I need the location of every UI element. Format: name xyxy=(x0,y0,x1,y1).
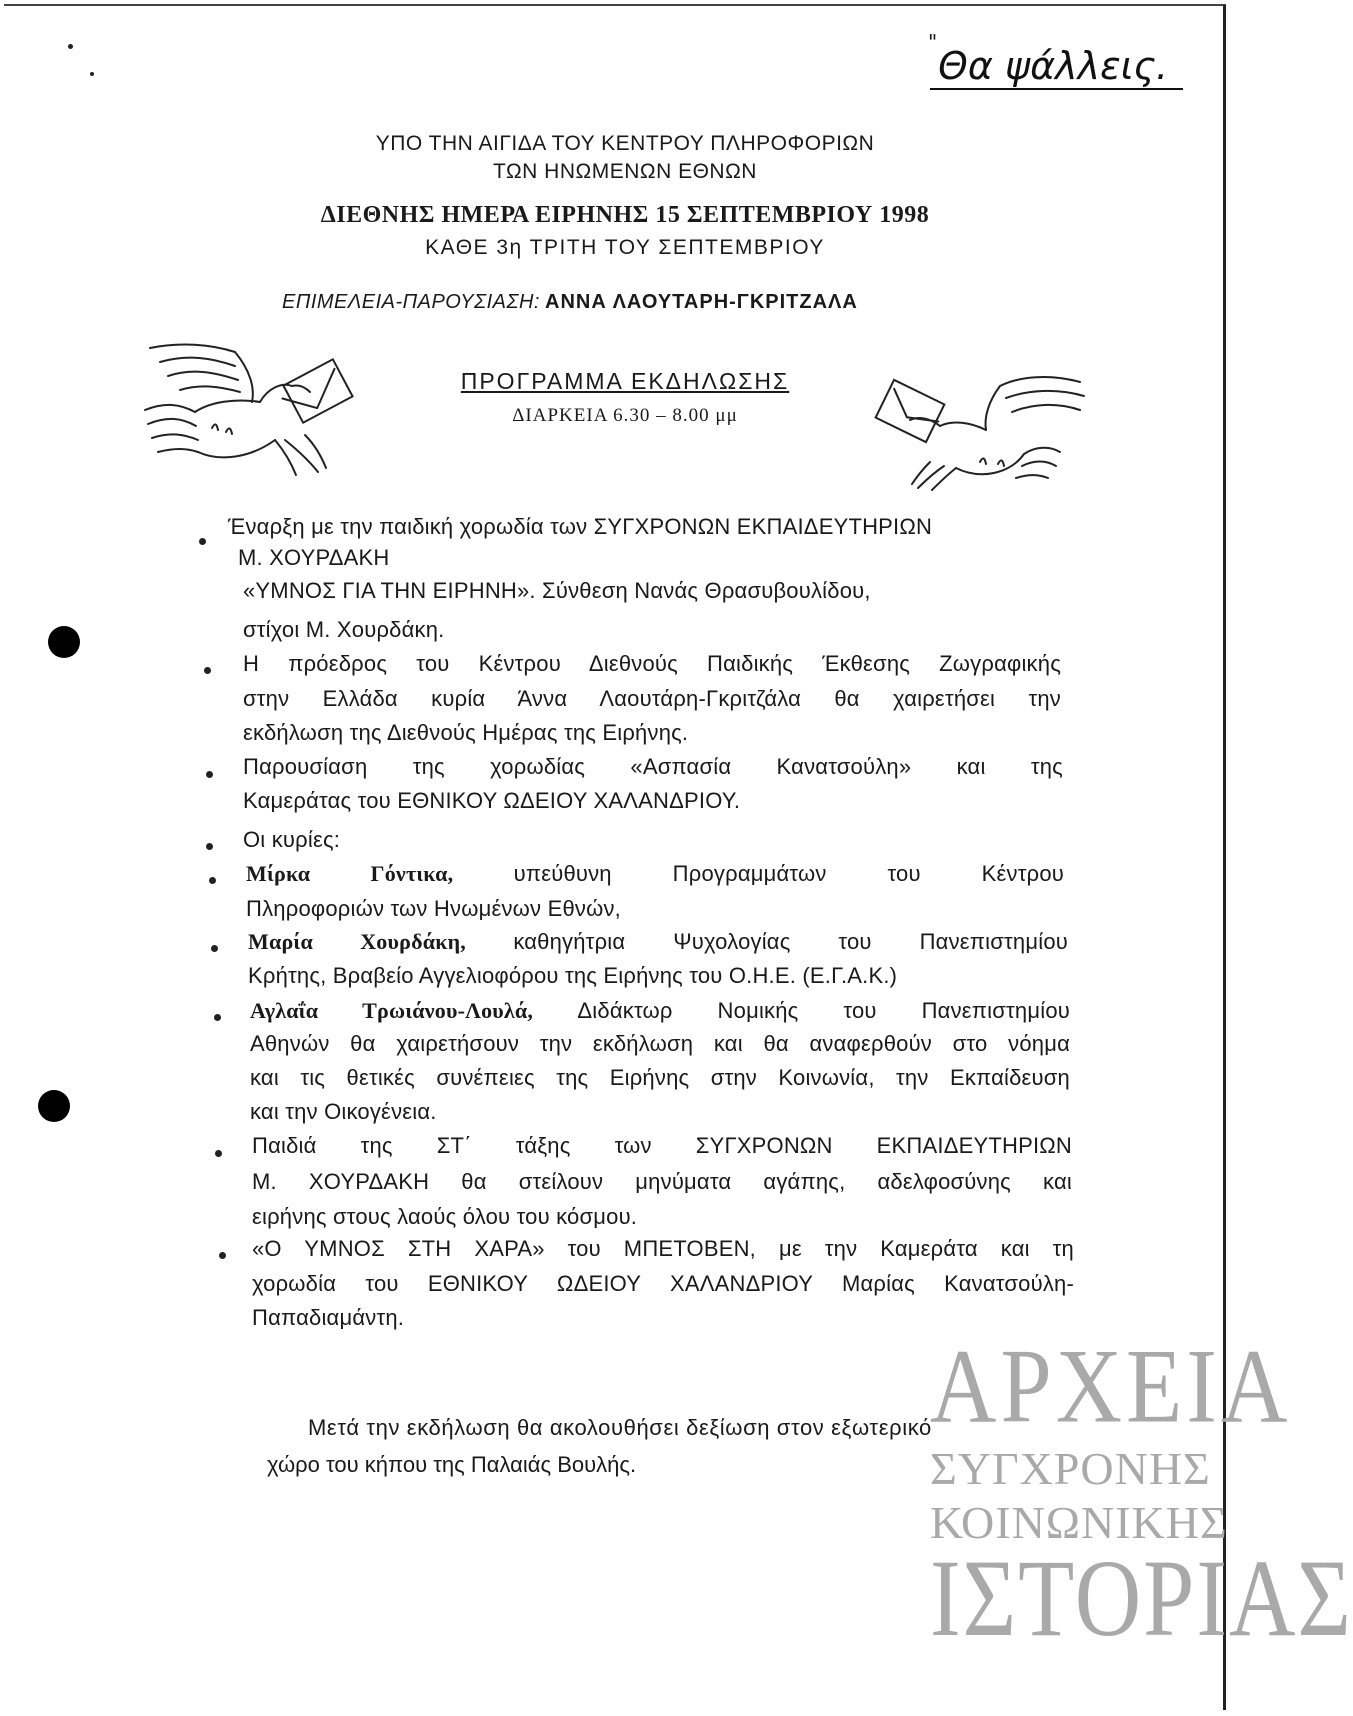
item-1-line-3: «ΥΜΝΟΣ ΓΙΑ ΤΗΝ ΕΙΡΗΝΗ». Σύνθεση Νανάς Θρασυβουλίδου, xyxy=(243,578,871,603)
bullet xyxy=(206,843,213,850)
speaker-name: Αγλαΐα Τρωιάνου-Λουλά, xyxy=(250,998,534,1023)
item-2-line-2: στην Ελλάδα κυρία Άννα Λαουτάρη-Γκριτζάλα θα χαιρετήσει την xyxy=(243,686,1061,711)
item-9-line-2: χορωδία του ΕΘΝΙΚΟΥ ΩΔΕΙΟΥ ΧΑΛΑΝΔΡΙΟΥ Μαρίας Κανατσούλη- xyxy=(252,1271,1074,1296)
bullet xyxy=(219,1252,226,1259)
item-1-line-4: στίχοι Μ. Χουρδάκη. xyxy=(243,617,445,642)
speaker-role: καθηγήτρια Ψυχολογίας του Πανεπιστημίου xyxy=(513,929,1068,954)
speaker-role: Διδάκτωρ Νομικής του Πανεπιστημίου xyxy=(577,998,1070,1023)
item-3-line-1: Παρουσίαση της χορωδίας «Ασπασία Κανατσούλη» και της xyxy=(243,754,1063,779)
header-line-1: ΥΠΟ ΤΗΝ ΑΙΓΙΔΑ ΤΟΥ ΚΕΝΤΡΟΥ ΠΛΗΡΟΦΟΡΙΩΝ xyxy=(375,132,875,155)
curation-name: ΑΝΝΑ ΛΑΟΥΤΑΡΗ-ΓΚΡΙΤΖΑΛΑ xyxy=(545,291,858,313)
item-2-line-3: εκδήλωση της Διεθνούς Ημέρας της Ειρήνης. xyxy=(243,720,689,745)
curation xyxy=(282,291,858,314)
item-3-line-2: Καμεράτας του ΕΘΝΙΚΟΥ ΩΔΕΙΟΥ ΧΑΛΑΝΔΡΙΟΥ. xyxy=(243,788,741,813)
speaker-name: Μίρκα Γόντικα, xyxy=(246,861,454,886)
item-9-line-3: Παπαδιαμάντη. xyxy=(252,1305,405,1330)
item-6-line-1 xyxy=(248,928,1068,956)
archive-stamp-line-3: ΚΟΙΝΩΝΙΚΗΣ xyxy=(930,1497,1228,1548)
item-6-line-2: Κρήτης, Βραβείο Αγγελιοφόρου της Ειρήνης του Ο.Η.Ε. (Ε.Γ.Α.Κ.) xyxy=(248,963,898,988)
bullet xyxy=(211,945,218,952)
item-1-line-2: Μ. ΧΟΥΡΔΑΚΗ xyxy=(238,545,390,570)
item-4-line-1: Οι κυρίες: xyxy=(243,827,341,852)
bullet xyxy=(214,1014,221,1021)
speaker-role: υπεύθυνη Προγραμμάτων του Κέντρου xyxy=(513,861,1064,886)
bullet xyxy=(209,877,216,884)
archive-stamp xyxy=(930,1327,1353,1660)
closing-line-2: χώρο του κήπου της Παλαιάς Βουλής. xyxy=(267,1452,637,1477)
bullet xyxy=(215,1150,222,1157)
bullet xyxy=(204,667,211,674)
item-9-line-1: «Ο ΥΜΝΟΣ ΣΤΗ ΧΑΡΑ» του ΜΠΕΤΟΒΕΝ, με την Καμεράτα και τη xyxy=(252,1236,1074,1261)
item-8-line-1: Παιδιά της ΣΤ΄ τάξης των ΣΥΓΧΡΟΝΩΝ ΕΚΠΑΙΔΕΥΤΗΡΙΩΝ xyxy=(252,1133,1072,1158)
closing-line-1: Μετά την εκδήλωση θα ακολουθήσει δεξίωση στον εξωτερικό xyxy=(308,1415,932,1440)
bullet xyxy=(199,538,206,545)
bullet xyxy=(206,771,213,778)
punch-hole-upper xyxy=(48,626,80,658)
program-title-text: ΠΡΟΓΡΑΜΜΑ ΕΚΔΗΛΩΣΗΣ xyxy=(460,368,790,394)
item-2-line-1: Η πρόεδρος του Κέντρου Διεθνούς Παιδικής Έκθεσης Ζωγραφικής xyxy=(243,651,1061,676)
scan-speck xyxy=(68,44,73,49)
program-duration: ΔΙΑΡΚΕΙΑ 6.30 – 8.00 μμ xyxy=(512,405,738,426)
speaker-name: Μαρία Χουρδάκη, xyxy=(248,929,467,954)
event-title: ΔΙΕΘΝΗΣ ΗΜΕΡΑ ΕΙΡΗΝΗΣ 15 ΣΕΠΤΕΜΒΡΙΟΥ 1998 xyxy=(320,202,930,228)
item-7-line-2: Αθηνών θα χαιρετήσουν την εκδήλωση και θα αναφερθούν στο νόημα xyxy=(250,1031,1070,1056)
item-7-line-1 xyxy=(250,997,1070,1025)
archive-stamp-line-1: ΑΡΧΕΙΑ xyxy=(930,1327,1292,1445)
item-8-line-2: Μ. ΧΟΥΡΔΑΚΗ θα στείλουν μηνύματα αγάπης, αδελφοσύνης και xyxy=(252,1169,1072,1194)
curation-label: ΕΠΙΜΕΛΕΙΑ-ΠΑΡΟΥΣΙΑΣΗ: xyxy=(282,291,540,313)
item-5-line-2: Πληροφοριών των Ηνωμένων Εθνών, xyxy=(246,896,621,921)
item-7-line-3: και τις θετικές συνέπειες της Ειρήνης στην Κοινωνία, την Εκπαίδευση xyxy=(250,1065,1070,1090)
item-7-line-4: και την Οικογένεια. xyxy=(250,1099,437,1124)
archive-stamp-line-2: ΣΥΓΧΡΟΝΗΣ xyxy=(930,1443,1211,1494)
item-1-line-1: Έναρξη με την παιδική χορωδία των ΣΥΓΧΡΟΝΩΝ ΕΚΠΑΙΔΕΥΤΗΡΙΩΝ xyxy=(228,514,933,539)
header-line-2: ΤΩΝ ΗΝΩΜΕΝΩΝ ΕΘΝΩΝ xyxy=(493,160,757,183)
item-8-line-3: ειρήνης στους λαούς όλου του κόσμου. xyxy=(252,1204,638,1229)
punch-hole-lower xyxy=(38,1090,70,1122)
event-subtitle: ΚΑΘΕ 3η ΤΡΙΤΗ ΤΟΥ ΣΕΠΤΕΜΒΡΙΟΥ xyxy=(425,236,825,259)
item-5-line-1 xyxy=(246,860,1064,888)
handwritten-mark: " xyxy=(928,30,938,54)
dove-right-icon xyxy=(860,362,1090,492)
scan-speck xyxy=(90,72,94,76)
archive-stamp-line-4: ΙΣΤΟΡΙΑΣ xyxy=(930,1536,1353,1660)
handwritten-note: Θα ψάλλεις. xyxy=(930,44,1183,90)
